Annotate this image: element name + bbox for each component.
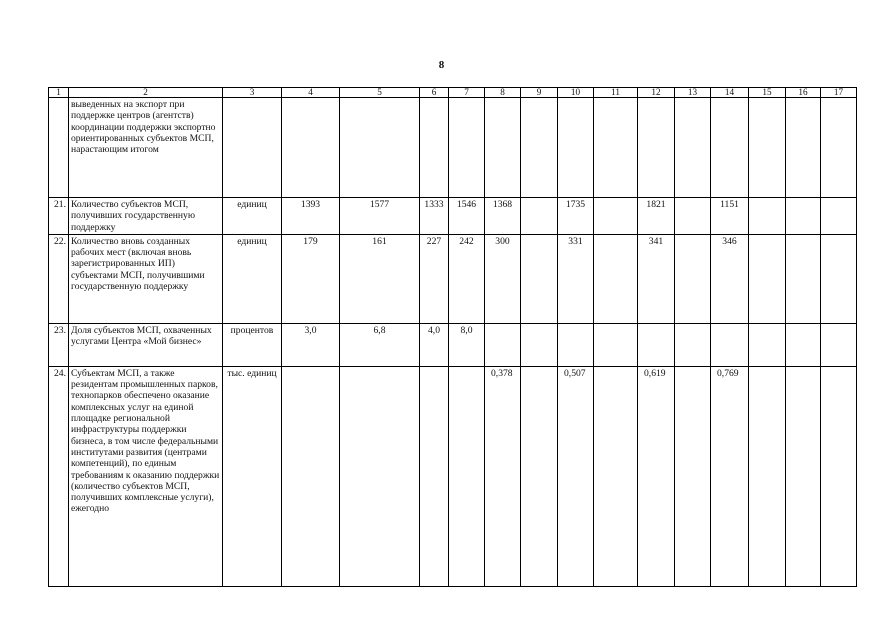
value-cell: [594, 198, 638, 235]
value-cell: 1368: [485, 198, 521, 235]
value-cell: 1821: [638, 198, 675, 235]
column-header: 5: [340, 88, 420, 98]
value-cell: [749, 366, 786, 586]
value-cell: [786, 98, 821, 198]
value-cell: [449, 366, 485, 586]
row-number: 22.: [49, 234, 69, 323]
value-cell: [594, 98, 638, 198]
column-header: 1: [49, 88, 69, 98]
value-cell: 0,378: [485, 366, 521, 586]
value-cell: [786, 323, 821, 366]
row-number: [49, 98, 69, 198]
value-cell: 4,0: [420, 323, 449, 366]
value-cell: [821, 323, 857, 366]
column-header: 12: [638, 88, 675, 98]
unit-cell: тыс. единиц: [223, 366, 282, 586]
column-header: 11: [594, 88, 638, 98]
value-cell: [711, 98, 749, 198]
value-cell: [558, 98, 594, 198]
value-cell: 1735: [558, 198, 594, 235]
value-cell: 1393: [282, 198, 340, 235]
indicator-name: Доля субъектов МСП, охваченных услугами Центра «Мой бизнес»: [69, 323, 223, 366]
value-cell: 8,0: [449, 323, 485, 366]
value-cell: [594, 234, 638, 323]
value-cell: 1577: [340, 198, 420, 235]
column-header: 3: [223, 88, 282, 98]
column-header: 8: [485, 88, 521, 98]
value-cell: [749, 198, 786, 235]
value-cell: [594, 366, 638, 586]
column-header: 15: [749, 88, 786, 98]
value-cell: [340, 366, 420, 586]
column-header: 4: [282, 88, 340, 98]
value-cell: 1546: [449, 198, 485, 235]
table-row: [49, 366, 857, 586]
indicator-name: Количество вновь созданных рабочих мест (включая вновь зарегистрированных ИП) субъектами МСП, получившими государственную поддержку: [69, 234, 223, 323]
unit-cell: процентов: [223, 323, 282, 366]
value-cell: [749, 234, 786, 323]
value-cell: [749, 98, 786, 198]
column-header: 2: [69, 88, 223, 98]
value-cell: 331: [558, 234, 594, 323]
value-cell: [675, 98, 711, 198]
unit-cell: единиц: [223, 234, 282, 323]
value-cell: [485, 98, 521, 198]
value-cell: [282, 366, 340, 586]
value-cell: [821, 366, 857, 586]
value-cell: [521, 366, 558, 586]
value-cell: 242: [449, 234, 485, 323]
value-cell: [521, 234, 558, 323]
value-cell: [420, 366, 449, 586]
page-number: 8: [438, 59, 445, 71]
value-cell: [521, 98, 558, 198]
value-cell: [821, 198, 857, 235]
value-cell: [420, 98, 449, 198]
table-row: [49, 234, 857, 323]
value-cell: [638, 323, 675, 366]
indicator-name: выведенных на экспорт при поддержке центров (агентств) координации поддержки экспортно ориентированных субъектов МСП, нарастающим итогом: [69, 98, 223, 198]
table-row: [49, 98, 857, 198]
value-cell: [675, 366, 711, 586]
value-cell: [675, 323, 711, 366]
value-cell: [558, 323, 594, 366]
value-cell: 346: [711, 234, 749, 323]
column-header: 14: [711, 88, 749, 98]
value-cell: [282, 98, 340, 198]
value-cell: [786, 366, 821, 586]
indicator-name: Количество субъектов МСП, получивших государственную поддержку: [69, 198, 223, 235]
value-cell: 227: [420, 234, 449, 323]
column-header: 16: [786, 88, 821, 98]
value-cell: [594, 323, 638, 366]
value-cell: [786, 234, 821, 323]
value-cell: 161: [340, 234, 420, 323]
unit-cell: [223, 98, 282, 198]
value-cell: 179: [282, 234, 340, 323]
value-cell: [749, 323, 786, 366]
column-header: 10: [558, 88, 594, 98]
indicators-table: [48, 87, 857, 587]
value-cell: 6,8: [340, 323, 420, 366]
value-cell: [449, 98, 485, 198]
value-cell: 1151: [711, 198, 749, 235]
value-cell: 0,619: [638, 366, 675, 586]
value-cell: [521, 198, 558, 235]
row-number: 21.: [49, 198, 69, 235]
row-number: 24.: [49, 366, 69, 586]
value-cell: 341: [638, 234, 675, 323]
value-cell: 1333: [420, 198, 449, 235]
column-header: 13: [675, 88, 711, 98]
row-number: 23.: [49, 323, 69, 366]
value-cell: [821, 234, 857, 323]
column-header: 6: [420, 88, 449, 98]
value-cell: [821, 98, 857, 198]
value-cell: 0,507: [558, 366, 594, 586]
value-cell: [485, 323, 521, 366]
table-row: [49, 198, 857, 235]
value-cell: [340, 98, 420, 198]
value-cell: [786, 198, 821, 235]
value-cell: [675, 198, 711, 235]
value-cell: [711, 323, 749, 366]
table-row: [49, 323, 857, 366]
column-header: 17: [821, 88, 857, 98]
value-cell: [521, 323, 558, 366]
value-cell: [675, 234, 711, 323]
value-cell: [638, 98, 675, 198]
value-cell: 0,769: [711, 366, 749, 586]
column-number-row: [49, 88, 857, 98]
column-header: 7: [449, 88, 485, 98]
indicator-name: Субъектам МСП, а также резидентам промышленных парков, технопарков обеспечено оказание комплексных услуг на единой площадке региональной инфраструктуры поддержки бизнеса, в том числе федеральными институтами развития (центрами компетенций), по единым требованиям к оказанию поддержки (количество субъектов МСП, получивших комплексные услуги), ежегодно: [69, 366, 223, 586]
value-cell: 300: [485, 234, 521, 323]
column-header: 9: [521, 88, 558, 98]
value-cell: 3,0: [282, 323, 340, 366]
unit-cell: единиц: [223, 198, 282, 235]
